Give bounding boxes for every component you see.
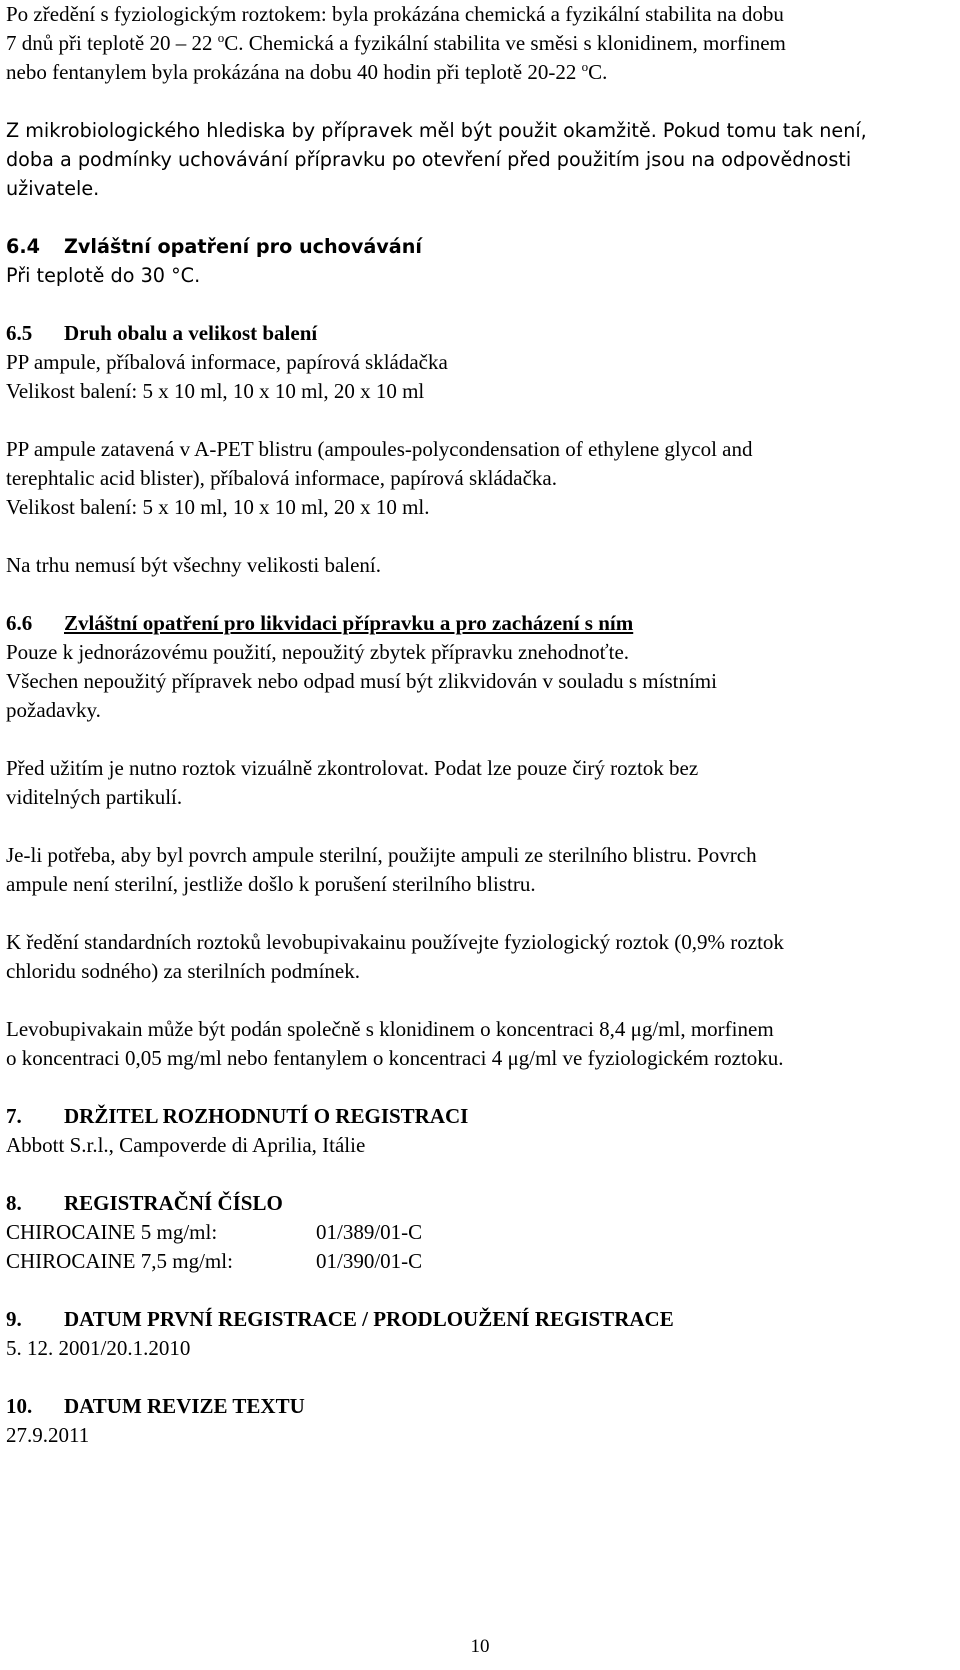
section-heading: 10. DATUM REVIZE TEXTU (6, 1394, 305, 1418)
text-line: Po zředění s fyziologickým roztokem: byla prokázána chemická a fyzikální stabilita na dobu (6, 2, 784, 26)
text-line: terephtalic acid blister), příbalová informace, papírová skládačka. (6, 466, 558, 490)
text-line: PP ampule, příbalová informace, papírová skládačka (6, 350, 448, 374)
registration-row (6, 1247, 946, 1276)
text-line: ampule není sterilní, jestliže došlo k porušení sterilního blistru. (6, 872, 536, 896)
section-body: Při teplotě do 30 °C. (6, 264, 201, 287)
text-line: Pouze k jednorázovému použití, nepoužitý zbytek přípravku znehodnoťte. (6, 640, 630, 664)
section-body: 5. 12. 2001/20.1.2010 (6, 1336, 191, 1360)
text-line: uživatele. (6, 177, 100, 200)
text-line: Levobupivakain může být podán společně s klonidinem o koncentraci 8,4 μg/ml, morfinem (6, 1017, 774, 1041)
section-body: 27.9.2011 (6, 1423, 90, 1447)
section-heading: 6.6 Zvláštní opatření pro likvidaci přípravku a pro zacházení s ním (6, 611, 634, 635)
product-name: CHIROCAINE 5 mg/ml: (6, 1220, 218, 1244)
section-heading: 9. DATUM PRVNÍ REGISTRACE / PRODLOUŽENÍ REGISTRACE (6, 1307, 674, 1331)
text-line: o koncentraci 0,05 mg/ml nebo fentanylem o koncentraci 4 μg/ml ve fyziologickém roztoku. (6, 1046, 784, 1070)
section-6-6 (6, 609, 946, 1073)
text-line: Z mikrobiologického hlediska by přípravek měl být použit okamžitě. Pokud tomu tak není, (6, 119, 867, 142)
section-7 (6, 1102, 946, 1160)
microbiology-paragraph (6, 116, 946, 203)
registration-row (6, 1218, 946, 1247)
text-line: doba a podmínky uchovávání přípravku po otevření před použitím jsou na odpovědnosti (6, 148, 852, 171)
registration-code: 01/389/01-C (316, 1220, 423, 1244)
section-9 (6, 1305, 946, 1363)
text-line: požadavky. (6, 698, 101, 722)
text-line: Velikost balení: 5 x 10 ml, 10 x 10 ml, 20 x 10 ml. (6, 495, 430, 519)
text-line: Před užitím je nutno roztok vizuálně zkontrolovat. Podat lze pouze čirý roztok bez (6, 756, 699, 780)
text-line: 7 dnů při teplotě 20 – 22 $^o$C. Chemická a fyzikální stabilita ve směsi s klonidinem, morfinem (6, 30, 786, 55)
section-6-4 (6, 232, 946, 290)
section-6-5 (6, 319, 946, 580)
text-line: nebo fentanylem byla prokázána na dobu 40 hodin při teplotě 20-22 $^o$C. (6, 59, 608, 84)
text-line: Velikost balení: 5 x 10 ml, 10 x 10 ml, 20 x 10 ml (6, 379, 425, 403)
section-heading: 6.4 Zvláštní opatření pro uchovávání (6, 235, 422, 258)
text-line: PP ampule zatavená v A-PET blistru (ampoules-polycondensation of ethylene glycol and (6, 437, 753, 461)
text-line: Je-li potřeba, aby byl povrch ampule sterilní, použijte ampuli ze sterilního blistru. Povrch (6, 843, 757, 867)
section-body: Abbott S.r.l., Campoverde di Aprilia, Itálie (6, 1133, 366, 1157)
registration-code: 01/390/01-C (316, 1249, 423, 1273)
text-line: Na trhu nemusí být všechny velikosti balení. (6, 553, 382, 577)
page-number: 10 (470, 1636, 490, 1657)
document-page (6, 0, 946, 1450)
section-heading: 8. REGISTRAČNÍ ČÍSLO (6, 1191, 283, 1215)
text-line: chloridu sodného) za sterilních podmínek. (6, 959, 360, 983)
section-heading: 7. DRŽITEL ROZHODNUTÍ O REGISTRACI (6, 1104, 469, 1128)
section-8 (6, 1189, 946, 1276)
stability-paragraph (6, 0, 946, 87)
section-10 (6, 1392, 946, 1450)
text-line: K ředění standardních roztoků levobupivakainu používejte fyziologický roztok (0,9% roztok (6, 930, 784, 954)
section-heading: 6.5 Druh obalu a velikost balení (6, 321, 318, 345)
text-line: viditelných partikulí. (6, 785, 183, 809)
product-name: CHIROCAINE 7,5 mg/ml: (6, 1249, 233, 1273)
text-line: Všechen nepoužitý přípravek nebo odpad musí být zlikvidován v souladu s místními (6, 669, 717, 693)
